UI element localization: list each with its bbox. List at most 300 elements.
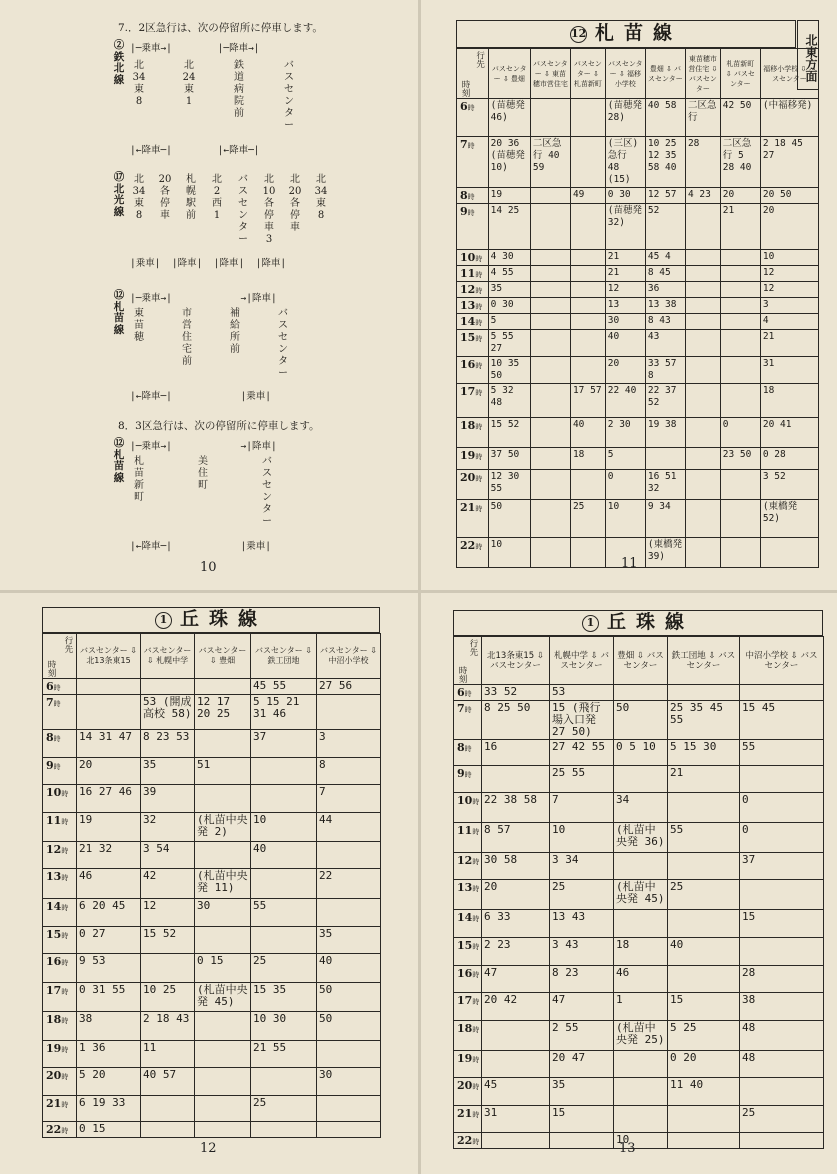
hour-value: 22: [46, 1123, 62, 1136]
time-cell: [570, 282, 605, 298]
hour-value: 12: [457, 854, 473, 867]
hour-suffix: 時: [475, 335, 483, 343]
time-cell: 38: [740, 993, 824, 1021]
hour-value: 11: [46, 814, 62, 827]
hour-cell: [457, 384, 489, 418]
hour-suffix: 時: [475, 475, 483, 483]
table-row: [457, 448, 819, 470]
time-cell: 25: [251, 1096, 317, 1122]
time-cell: 18: [760, 384, 818, 418]
time-cell: [570, 330, 605, 357]
time-cell: 2 18 45 27: [760, 137, 818, 188]
hour-suffix: 時: [475, 255, 483, 263]
hour-cell: [457, 188, 489, 204]
time-cell: 0 30: [488, 298, 530, 314]
time-cell: 7: [317, 785, 381, 813]
column-header: 鉄工団地 ⇩ バスセンター: [668, 637, 740, 685]
time-cell: 28: [685, 137, 720, 188]
hour-cell: [454, 793, 482, 823]
time-cell: [614, 1051, 668, 1078]
time-cell: [614, 1106, 668, 1133]
hour-value: 17: [457, 994, 473, 1007]
time-cell: 4 30: [488, 250, 530, 266]
time-cell: 30: [195, 899, 251, 927]
time-cell: [614, 853, 668, 880]
hour-value: 19: [457, 1052, 473, 1065]
time-cell: [141, 1122, 195, 1138]
timetable: [42, 633, 381, 1138]
time-cell: 2 23: [482, 938, 550, 966]
page-title: [42, 607, 380, 633]
route-label: ⑰北光線: [113, 171, 125, 218]
time-cell: [141, 679, 195, 695]
time-cell: 35: [488, 282, 530, 298]
time-label: 時刻: [457, 665, 467, 683]
table-row: [454, 853, 824, 880]
hour-value: 16: [460, 358, 476, 371]
time-cell: [740, 880, 824, 910]
hour-value: 18: [46, 1013, 62, 1026]
time-cell: 45 4: [645, 250, 685, 266]
time-cell: 40: [317, 954, 381, 983]
hour-value: 12: [46, 843, 62, 856]
column-header: 札苗新町 ⇩ バスセンター: [720, 49, 760, 99]
time-cell: (札苗中央発 25): [614, 1021, 668, 1051]
time-cell: [530, 330, 570, 357]
hour-cell: [457, 298, 489, 314]
hour-value: 15: [457, 939, 473, 952]
hour-cell: [43, 695, 77, 730]
page-11: [421, 0, 837, 590]
time-cell: [685, 330, 720, 357]
hour-value: 14: [460, 315, 476, 328]
time-cell: 25: [570, 500, 605, 538]
time-cell: 55: [740, 740, 824, 766]
stop-list: [132, 174, 328, 249]
time-cell: 0: [740, 823, 824, 853]
time-cell: [530, 357, 570, 384]
table-row: [43, 954, 381, 983]
time-cell: 15: [668, 993, 740, 1021]
hour-value: 7: [457, 702, 465, 715]
time-cell: [740, 1078, 824, 1106]
time-cell: 46: [77, 869, 141, 899]
hour-value: 18: [460, 419, 476, 432]
time-cell: 20 47: [550, 1051, 614, 1078]
hour-value: 20: [460, 471, 476, 484]
time-cell: 3: [317, 730, 381, 758]
time-cell: (東橋発 39): [645, 538, 685, 568]
table-row: [457, 470, 819, 500]
time-cell: [530, 204, 570, 250]
column-header: 北13条東15 ⇩ バスセンター: [482, 637, 550, 685]
table-row: [43, 1068, 381, 1096]
hour-suffix: 時: [472, 858, 480, 866]
time-cell: [195, 679, 251, 695]
table-row: [454, 938, 824, 966]
alighting-line: |←降車─| |乗車|: [130, 391, 271, 402]
time-cell: 38: [77, 1012, 141, 1041]
hour-value: 22: [457, 1134, 473, 1147]
time-cell: [685, 314, 720, 330]
hour-cell: [454, 740, 482, 766]
time-cell: 18: [614, 938, 668, 966]
time-cell: 42 50: [720, 99, 760, 137]
time-cell: 45 55: [251, 679, 317, 695]
time-cell: 51: [195, 758, 251, 785]
time-cell: [251, 1068, 317, 1096]
table-row: [457, 250, 819, 266]
hour-value: 20: [457, 1079, 473, 1092]
time-cell: 28: [740, 966, 824, 993]
column-header: 福移小学校 ⇩ バスセンター: [760, 49, 818, 99]
stop-list: [132, 456, 274, 541]
time-cell: [317, 1096, 381, 1122]
hour-value: 11: [460, 267, 476, 280]
table-row: [457, 204, 819, 250]
time-cell: 11 40: [668, 1078, 740, 1106]
time-cell: 37 50: [488, 448, 530, 470]
table-row: [43, 869, 381, 899]
time-cell: [530, 282, 570, 298]
time-cell: 22 40: [605, 384, 645, 418]
hour-suffix: 時: [61, 932, 69, 940]
route-number-badge: 1: [582, 615, 599, 632]
page-title: [453, 610, 823, 636]
time-cell: [530, 418, 570, 448]
time-cell: 10 25: [141, 983, 195, 1012]
hour-cell: [454, 966, 482, 993]
route-block-tetsuhoku: [112, 40, 342, 160]
page-title: [456, 20, 796, 48]
column-header: バスセンター ⇩ 豊畑: [488, 49, 530, 99]
time-cell: 19: [77, 813, 141, 842]
time-cell: 10: [760, 250, 818, 266]
hour-suffix: 時: [61, 847, 69, 855]
route-number-badge: 1: [155, 612, 172, 629]
time-cell: [195, 730, 251, 758]
time-cell: 15 35: [251, 983, 317, 1012]
hour-cell: [457, 250, 489, 266]
time-cell: [720, 470, 760, 500]
time-cell: [195, 927, 251, 954]
time-cell: 8 23 53: [141, 730, 195, 758]
time-cell: 4: [760, 314, 818, 330]
time-cell: [685, 470, 720, 500]
hour-value: 14: [457, 911, 473, 924]
time-cell: 0 15: [195, 954, 251, 983]
time-cell: [482, 1021, 550, 1051]
time-cell: 21 55: [251, 1041, 317, 1068]
time-cell: 20: [77, 758, 141, 785]
page-number: 11: [621, 556, 638, 571]
time-cell: 21 32: [77, 842, 141, 869]
time-label: 時刻: [460, 79, 470, 97]
destination-label: 行先: [474, 50, 485, 68]
hour-suffix: 時: [475, 362, 483, 370]
stop-list: [132, 60, 296, 140]
time-cell: 19 38: [645, 418, 685, 448]
hour-cell: [454, 1078, 482, 1106]
time-cell: (札苗中央発 36): [614, 823, 668, 853]
time-cell: [141, 954, 195, 983]
hour-value: 8: [460, 189, 468, 202]
stop: バスセンター: [238, 174, 248, 245]
hour-suffix: 時: [472, 1026, 480, 1034]
time-cell: 2 30: [605, 418, 645, 448]
hour-cell: [454, 685, 482, 701]
time-cell: [570, 298, 605, 314]
route-label: ⑫札苗線: [113, 437, 125, 484]
time-cell: 5: [488, 314, 530, 330]
time-cell: 0: [740, 793, 824, 823]
time-cell: 15: [740, 910, 824, 938]
table-row: [457, 314, 819, 330]
table-row: [457, 330, 819, 357]
time-cell: 8 57: [482, 823, 550, 853]
time-cell: 0 20: [668, 1051, 740, 1078]
note-3ku-express: 8．3区急行は、次の停留所に停車します。: [118, 420, 320, 432]
hour-suffix: 時: [472, 1083, 480, 1091]
time-cell: [317, 1122, 381, 1138]
time-cell: 25: [550, 880, 614, 910]
time-cell: [195, 1122, 251, 1138]
time-cell: 39: [141, 785, 195, 813]
time-cell: 15: [550, 1106, 614, 1133]
time-cell: [570, 314, 605, 330]
table-row: [457, 357, 819, 384]
time-cell: 0 5 10: [614, 740, 668, 766]
time-cell: [530, 250, 570, 266]
time-cell: [195, 1012, 251, 1041]
time-cell: [195, 842, 251, 869]
time-cell: 40 58: [645, 99, 685, 137]
time-cell: 31: [760, 357, 818, 384]
table-row: [457, 298, 819, 314]
table-row: [43, 842, 381, 869]
time-cell: [251, 1122, 317, 1138]
time-cell: [251, 927, 317, 954]
hour-value: 18: [457, 1022, 473, 1035]
time-cell: 16 51 32: [645, 470, 685, 500]
page-number: 12: [200, 1141, 217, 1156]
time-cell: 34: [614, 793, 668, 823]
time-cell: 12 57: [645, 188, 685, 204]
direction-label: 北東方面: [797, 20, 819, 90]
table-row: [43, 983, 381, 1012]
stop: 20各停車: [158, 174, 172, 221]
time-cell: 0 31 55: [77, 983, 141, 1012]
time-cell: [530, 188, 570, 204]
time-cell: [720, 250, 760, 266]
hour-suffix: 時: [472, 798, 480, 806]
time-cell: [720, 538, 760, 568]
stop: 北34東8: [314, 174, 328, 221]
hour-cell: [457, 137, 489, 188]
hour-value: 14: [46, 900, 62, 913]
hour-cell: [457, 204, 489, 250]
time-cell: 37: [740, 853, 824, 880]
hour-value: 21: [460, 501, 476, 514]
hour-value: 21: [457, 1107, 473, 1120]
time-cell: 30 58: [482, 853, 550, 880]
time-cell: 53 (開成高校 58): [141, 695, 195, 730]
time-cell: 5: [605, 448, 645, 470]
hour-suffix: 時: [61, 1127, 69, 1135]
time-cell: 40: [605, 330, 645, 357]
time-cell: [614, 1078, 668, 1106]
stop-list: [132, 308, 290, 383]
time-cell: [570, 250, 605, 266]
hour-cell: [454, 766, 482, 793]
table-row: [43, 813, 381, 842]
hour-value: 8: [46, 731, 54, 744]
hour-cell: [43, 899, 77, 927]
time-cell: 2 18 43: [141, 1012, 195, 1041]
time-cell: 20 41: [760, 418, 818, 448]
hour-value: 6: [46, 680, 54, 693]
time-cell: 5 20: [77, 1068, 141, 1096]
alighting-line: |←降車─| |乗車|: [130, 541, 271, 552]
hour-cell: [43, 785, 77, 813]
hour-value: 15: [460, 331, 476, 344]
page-10: [0, 0, 418, 590]
time-cell: 5 32 48: [488, 384, 530, 418]
hour-value: 9: [460, 205, 468, 218]
time-cell: [614, 685, 668, 701]
time-cell: 25: [740, 1106, 824, 1133]
header-row: [454, 637, 824, 685]
hour-suffix: 時: [472, 915, 480, 923]
time-cell: 40: [668, 938, 740, 966]
time-cell: 21: [605, 266, 645, 282]
time-cell: [570, 266, 605, 282]
time-cell: 55: [668, 823, 740, 853]
time-cell: 10: [251, 813, 317, 842]
hour-cell: [454, 1021, 482, 1051]
hour-value: 15: [46, 928, 62, 941]
time-cell: 21: [668, 766, 740, 793]
corner-cell: [43, 634, 77, 679]
hour-cell: [454, 910, 482, 938]
time-cell: 25: [251, 954, 317, 983]
hour-value: 17: [46, 984, 62, 997]
table-row: [454, 1133, 824, 1149]
stop: 北34東8: [132, 60, 146, 107]
time-cell: 23 50: [720, 448, 760, 470]
time-cell: [720, 282, 760, 298]
hour-suffix: 時: [53, 700, 61, 708]
hour-suffix: 時: [472, 1138, 480, 1146]
time-cell: [668, 966, 740, 993]
time-cell: [720, 500, 760, 538]
time-cell: [141, 1096, 195, 1122]
hour-suffix: 時: [61, 818, 69, 826]
time-cell: 6 33: [482, 910, 550, 938]
time-cell: 14 31 47: [77, 730, 141, 758]
time-cell: [550, 1133, 614, 1149]
hour-cell: [457, 538, 489, 568]
time-cell: [760, 538, 818, 568]
time-cell: [685, 282, 720, 298]
hour-suffix: 時: [472, 1056, 480, 1064]
time-cell: 22: [317, 869, 381, 899]
time-cell: 3 52: [760, 470, 818, 500]
time-cell: 二区急行: [685, 99, 720, 137]
table-row: [457, 384, 819, 418]
time-cell: [251, 758, 317, 785]
hour-cell: [43, 983, 77, 1012]
time-cell: 22 37 52: [645, 384, 685, 418]
time-cell: 35: [317, 927, 381, 954]
route-title: 札苗線: [594, 22, 682, 44]
hour-value: 11: [457, 824, 473, 837]
hour-value: 9: [457, 767, 465, 780]
hour-cell: [457, 470, 489, 500]
time-cell: 35: [141, 758, 195, 785]
time-cell: 10 30: [251, 1012, 317, 1041]
time-cell: 13 43: [550, 910, 614, 938]
time-cell: 37: [251, 730, 317, 758]
time-cell: 50: [317, 1012, 381, 1041]
time-cell: [614, 910, 668, 938]
time-cell: 12: [141, 899, 195, 927]
corner-cell: [457, 49, 489, 99]
time-cell: 21: [760, 330, 818, 357]
hour-suffix: 時: [61, 874, 69, 882]
hour-cell: [43, 758, 77, 785]
stop: バスセンター: [262, 456, 272, 527]
hour-cell: [457, 357, 489, 384]
table-row: [454, 823, 824, 853]
time-cell: 15 (飛行場入口発 27 50): [550, 701, 614, 740]
time-cell: 3 54: [141, 842, 195, 869]
time-cell: 20: [760, 204, 818, 250]
time-cell: 19: [488, 188, 530, 204]
page-number: 10: [200, 560, 217, 575]
time-cell: [685, 384, 720, 418]
time-cell: [740, 685, 824, 701]
table-row: [43, 927, 381, 954]
corner-cell: [454, 637, 482, 685]
column-header: バスセンター ⇩ 福移小学校: [605, 49, 645, 99]
page-number: 13: [619, 1141, 636, 1156]
time-cell: 8 43: [645, 314, 685, 330]
time-cell: 47: [482, 966, 550, 993]
header-row: [457, 49, 819, 99]
hour-suffix: 時: [464, 690, 472, 698]
route-number-badge: 12: [570, 26, 587, 43]
stop: 鉄道病院前: [234, 60, 244, 119]
table-row: [43, 695, 381, 730]
time-cell: 43: [645, 330, 685, 357]
stop: 北24東1: [182, 60, 196, 107]
time-cell: 12: [760, 266, 818, 282]
time-cell: [720, 314, 760, 330]
time-cell: (札苗中央発 45): [195, 983, 251, 1012]
time-cell: [614, 766, 668, 793]
time-cell: [570, 470, 605, 500]
time-cell: 10: [614, 1133, 668, 1149]
time-cell: [740, 1133, 824, 1149]
hour-suffix: 時: [53, 735, 61, 743]
hour-value: 22: [460, 539, 476, 552]
time-cell: (三区)急行 48 (15): [605, 137, 645, 188]
time-cell: 16 27 46: [77, 785, 141, 813]
hour-suffix: 時: [61, 790, 69, 798]
time-cell: [720, 384, 760, 418]
time-cell: 0 27: [77, 927, 141, 954]
